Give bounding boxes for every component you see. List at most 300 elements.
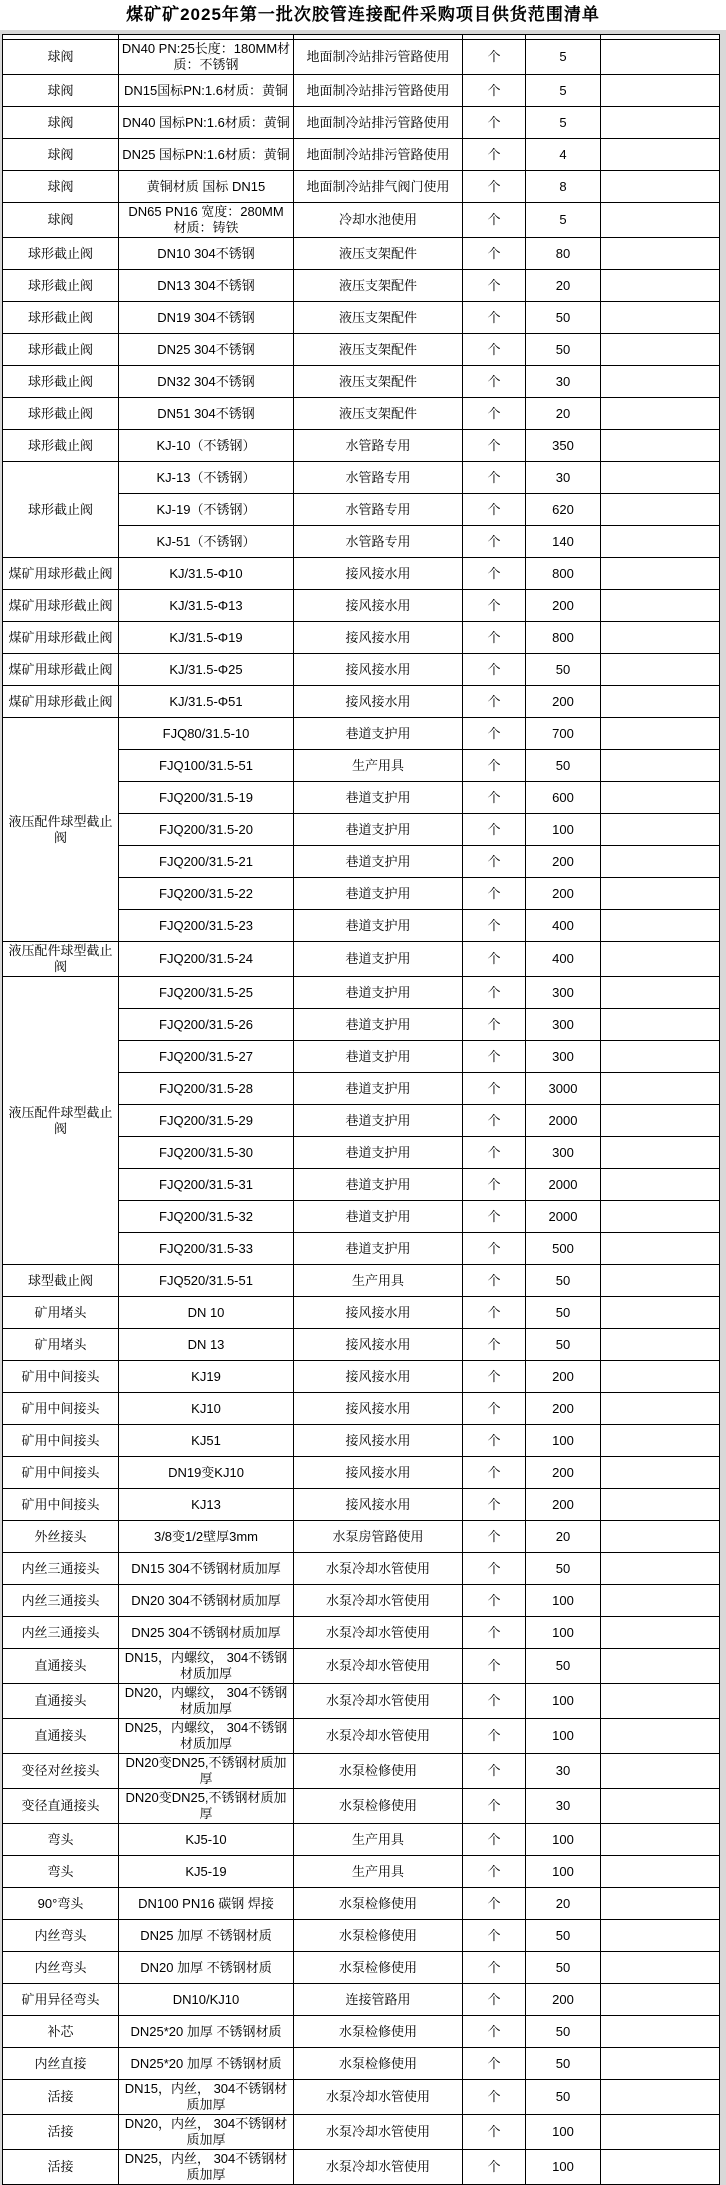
qty-cell: 4 <box>526 139 601 171</box>
spec-cell: DN15国标PN:1.6材质：黄铜 <box>119 75 294 107</box>
spec-cell: FJQ200/31.5-19 <box>119 782 294 814</box>
item-name-cell: 补芯 <box>3 2016 119 2048</box>
item-name-cell: 液压配件球型截止阀 <box>3 718 119 942</box>
qty-cell: 100 <box>526 2115 601 2150</box>
supply-table-body <box>3 35 720 2185</box>
qty-cell: 2000 <box>526 1105 601 1137</box>
table-row <box>3 977 720 1009</box>
unit-cell: 个 <box>463 1425 526 1457</box>
unit-cell: 个 <box>463 686 526 718</box>
use-cell: 巷道支护用 <box>294 1169 463 1201</box>
table-row <box>3 398 720 430</box>
item-name-cell: 内丝三通接头 <box>3 1585 119 1617</box>
table-row <box>3 1888 720 1920</box>
spec-cell: DN25 国标PN:1.6材质：黄铜 <box>119 139 294 171</box>
table-row <box>3 1329 720 1361</box>
use-cell: 巷道支护用 <box>294 1201 463 1233</box>
spec-cell: FJQ200/31.5-27 <box>119 1041 294 1073</box>
supply-table <box>2 34 720 2185</box>
remark-cell <box>601 590 720 622</box>
table-row <box>3 1920 720 1952</box>
table-row <box>3 462 720 494</box>
table-row <box>3 366 720 398</box>
remark-cell <box>601 1489 720 1521</box>
spec-cell: KJ-19（不锈钢） <box>119 494 294 526</box>
use-cell: 水泵冷却水管使用 <box>294 2150 463 2185</box>
spec-cell: DN19 304不锈钢 <box>119 302 294 334</box>
unit-cell: 个 <box>463 1684 526 1719</box>
table-row <box>3 2016 720 2048</box>
qty-cell: 800 <box>526 558 601 590</box>
remark-cell <box>601 2048 720 2080</box>
item-name-cell: 活接 <box>3 2115 119 2150</box>
remark-cell <box>601 139 720 171</box>
use-cell: 水泵冷却水管使用 <box>294 1617 463 1649</box>
qty-cell: 200 <box>526 1457 601 1489</box>
qty-cell: 50 <box>526 2048 601 2080</box>
item-name-cell: 90°弯头 <box>3 1888 119 1920</box>
spec-cell: KJ/31.5-Φ10 <box>119 558 294 590</box>
remark-cell <box>601 1952 720 1984</box>
table-row <box>3 1984 720 2016</box>
qty-cell: 200 <box>526 878 601 910</box>
item-name-cell: 内丝直接 <box>3 2048 119 2080</box>
use-cell: 巷道支护用 <box>294 1105 463 1137</box>
remark-cell <box>601 2150 720 2185</box>
use-cell: 生产用具 <box>294 1856 463 1888</box>
table-row <box>3 107 720 139</box>
unit-cell: 个 <box>463 846 526 878</box>
remark-cell <box>601 1888 720 1920</box>
spec-cell: DN15，内丝， 304不锈钢材质加厚 <box>119 2080 294 2115</box>
use-cell: 水管路专用 <box>294 526 463 558</box>
unit-cell: 个 <box>463 2048 526 2080</box>
table-row <box>3 1521 720 1553</box>
qty-cell: 100 <box>526 1856 601 1888</box>
qty-cell: 300 <box>526 977 601 1009</box>
qty-cell: 140 <box>526 526 601 558</box>
use-cell: 接风接水用 <box>294 1361 463 1393</box>
use-cell: 接风接水用 <box>294 622 463 654</box>
unit-cell: 个 <box>463 494 526 526</box>
table-row <box>3 942 720 977</box>
remark-cell <box>601 622 720 654</box>
item-name-cell: 球形截止阀 <box>3 238 119 270</box>
qty-cell: 200 <box>526 1361 601 1393</box>
qty-cell: 100 <box>526 814 601 846</box>
item-name-cell: 矿用中间接头 <box>3 1361 119 1393</box>
item-name-cell: 矿用堵头 <box>3 1329 119 1361</box>
spec-cell: KJ5-19 <box>119 1856 294 1888</box>
remark-cell <box>601 1009 720 1041</box>
use-cell: 水管路专用 <box>294 430 463 462</box>
unit-cell: 个 <box>463 750 526 782</box>
table-row <box>3 1789 720 1824</box>
use-cell: 水泵检修使用 <box>294 2016 463 2048</box>
qty-cell: 200 <box>526 1489 601 1521</box>
table-frame <box>0 30 726 2185</box>
qty-cell: 20 <box>526 1888 601 1920</box>
unit-cell: 个 <box>463 782 526 814</box>
item-name-cell: 煤矿用球形截止阀 <box>3 686 119 718</box>
spec-cell: DN25，内丝， 304不锈钢材质加厚 <box>119 2150 294 2185</box>
use-cell: 巷道支护用 <box>294 846 463 878</box>
unit-cell: 个 <box>463 1824 526 1856</box>
unit-cell: 个 <box>463 1888 526 1920</box>
spec-cell: FJQ200/31.5-28 <box>119 1073 294 1105</box>
unit-cell: 个 <box>463 1329 526 1361</box>
remark-cell <box>601 1789 720 1824</box>
use-cell: 液压支架配件 <box>294 366 463 398</box>
table-row <box>3 40 720 75</box>
use-cell: 水泵冷却水管使用 <box>294 1719 463 1754</box>
unit-cell: 个 <box>463 171 526 203</box>
item-name-cell: 球阀 <box>3 75 119 107</box>
remark-cell <box>601 1393 720 1425</box>
item-name-cell: 内丝弯头 <box>3 1920 119 1952</box>
spec-cell: DN20 加厚 不锈钢材质 <box>119 1952 294 1984</box>
spec-cell: KJ/31.5-Φ25 <box>119 654 294 686</box>
remark-cell <box>601 1521 720 1553</box>
qty-cell: 20 <box>526 1521 601 1553</box>
remark-cell <box>601 1169 720 1201</box>
use-cell: 液压支架配件 <box>294 302 463 334</box>
qty-cell: 200 <box>526 1393 601 1425</box>
item-name-cell: 变径直通接头 <box>3 1789 119 1824</box>
qty-cell: 50 <box>526 1329 601 1361</box>
remark-cell <box>601 302 720 334</box>
use-cell: 接风接水用 <box>294 686 463 718</box>
table-row <box>3 686 720 718</box>
qty-cell: 50 <box>526 1553 601 1585</box>
remark-cell <box>601 750 720 782</box>
item-name-cell: 矿用中间接头 <box>3 1425 119 1457</box>
spec-cell: DN19变KJ10 <box>119 1457 294 1489</box>
remark-cell <box>601 238 720 270</box>
unit-cell: 个 <box>463 1754 526 1789</box>
use-cell: 水泵房管路使用 <box>294 1521 463 1553</box>
table-row <box>3 590 720 622</box>
qty-cell: 50 <box>526 654 601 686</box>
remark-cell <box>601 2080 720 2115</box>
use-cell: 水泵冷却水管使用 <box>294 1649 463 1684</box>
spec-cell: DN20，内螺纹， 304不锈钢材质加厚 <box>119 1684 294 1719</box>
remark-cell <box>601 1137 720 1169</box>
remark-cell <box>601 1754 720 1789</box>
unit-cell: 个 <box>463 366 526 398</box>
use-cell: 水泵冷却水管使用 <box>294 2115 463 2150</box>
remark-cell <box>601 1856 720 1888</box>
remark-cell <box>601 462 720 494</box>
use-cell: 液压支架配件 <box>294 398 463 430</box>
qty-cell: 50 <box>526 2016 601 2048</box>
table-row <box>3 1754 720 1789</box>
item-name-cell: 球形截止阀 <box>3 398 119 430</box>
unit-cell: 个 <box>463 1169 526 1201</box>
use-cell: 地面制冷站排气阀门使用 <box>294 171 463 203</box>
spec-cell: FJQ520/31.5-51 <box>119 1265 294 1297</box>
item-name-cell: 矿用中间接头 <box>3 1489 119 1521</box>
use-cell: 接风接水用 <box>294 590 463 622</box>
item-name-cell: 球型截止阀 <box>3 1265 119 1297</box>
spec-cell: DN15，内螺纹， 304不锈钢材质加厚 <box>119 1649 294 1684</box>
unit-cell: 个 <box>463 654 526 686</box>
qty-cell: 620 <box>526 494 601 526</box>
spec-cell: FJQ200/31.5-26 <box>119 1009 294 1041</box>
qty-cell: 30 <box>526 1789 601 1824</box>
table-row <box>3 1585 720 1617</box>
qty-cell: 5 <box>526 75 601 107</box>
use-cell: 巷道支护用 <box>294 910 463 942</box>
item-name-cell: 外丝接头 <box>3 1521 119 1553</box>
qty-cell: 350 <box>526 430 601 462</box>
qty-cell: 50 <box>526 1297 601 1329</box>
unit-cell: 个 <box>463 1649 526 1684</box>
spec-cell: FJQ200/31.5-22 <box>119 878 294 910</box>
remark-cell <box>601 171 720 203</box>
item-name-cell: 球阀 <box>3 40 119 75</box>
use-cell: 水泵检修使用 <box>294 1952 463 1984</box>
use-cell: 水泵检修使用 <box>294 2048 463 2080</box>
unit-cell: 个 <box>463 1105 526 1137</box>
item-name-cell: 内丝三通接头 <box>3 1553 119 1585</box>
spec-cell: DN25 304不锈钢材质加厚 <box>119 1617 294 1649</box>
remark-cell <box>601 1329 720 1361</box>
table-row <box>3 558 720 590</box>
use-cell: 水泵冷却水管使用 <box>294 1553 463 1585</box>
unit-cell: 个 <box>463 1984 526 2016</box>
use-cell: 水管路专用 <box>294 494 463 526</box>
use-cell: 地面制冷站排污管路使用 <box>294 107 463 139</box>
use-cell: 巷道支护用 <box>294 977 463 1009</box>
item-name-cell: 内丝弯头 <box>3 1952 119 1984</box>
use-cell: 水泵检修使用 <box>294 1789 463 1824</box>
table-row <box>3 203 720 238</box>
remark-cell <box>601 1457 720 1489</box>
item-name-cell: 球阀 <box>3 107 119 139</box>
remark-cell <box>601 40 720 75</box>
spec-cell: KJ10 <box>119 1393 294 1425</box>
spec-cell: KJ51 <box>119 1425 294 1457</box>
table-row <box>3 1457 720 1489</box>
remark-cell <box>601 526 720 558</box>
qty-cell: 50 <box>526 1920 601 1952</box>
qty-cell: 800 <box>526 622 601 654</box>
table-row <box>3 2080 720 2115</box>
remark-cell <box>601 430 720 462</box>
use-cell: 冷却水池使用 <box>294 203 463 238</box>
table-row <box>3 302 720 334</box>
unit-cell: 个 <box>463 1457 526 1489</box>
use-cell: 生产用具 <box>294 750 463 782</box>
spec-cell: DN65 PN16 宽度：280MM 材质：铸铁 <box>119 203 294 238</box>
remark-cell <box>601 1617 720 1649</box>
use-cell: 巷道支护用 <box>294 1041 463 1073</box>
item-name-cell: 直通接头 <box>3 1649 119 1684</box>
unit-cell: 个 <box>463 1789 526 1824</box>
remark-cell <box>601 1824 720 1856</box>
unit-cell: 个 <box>463 558 526 590</box>
qty-cell: 100 <box>526 1719 601 1754</box>
qty-cell: 5 <box>526 107 601 139</box>
table-row <box>3 1856 720 1888</box>
unit-cell: 个 <box>463 1041 526 1073</box>
qty-cell: 200 <box>526 590 601 622</box>
item-name-cell: 矿用中间接头 <box>3 1393 119 1425</box>
item-name-cell: 煤矿用球形截止阀 <box>3 654 119 686</box>
use-cell: 接风接水用 <box>294 558 463 590</box>
unit-cell: 个 <box>463 526 526 558</box>
spec-cell: DN25 304不锈钢 <box>119 334 294 366</box>
remark-cell <box>601 1105 720 1137</box>
item-name-cell: 变径对丝接头 <box>3 1754 119 1789</box>
spec-cell: FJQ200/31.5-20 <box>119 814 294 846</box>
qty-cell: 50 <box>526 334 601 366</box>
unit-cell: 个 <box>463 2115 526 2150</box>
remark-cell <box>601 1425 720 1457</box>
unit-cell: 个 <box>463 430 526 462</box>
qty-cell: 500 <box>526 1233 601 1265</box>
unit-cell: 个 <box>463 334 526 366</box>
spec-cell: KJ13 <box>119 1489 294 1521</box>
table-row <box>3 1824 720 1856</box>
spec-cell: DN20 304不锈钢材质加厚 <box>119 1585 294 1617</box>
qty-cell: 5 <box>526 203 601 238</box>
remark-cell <box>601 686 720 718</box>
unit-cell: 个 <box>463 1952 526 1984</box>
spec-cell: FJQ200/31.5-24 <box>119 942 294 977</box>
table-row <box>3 1265 720 1297</box>
qty-cell: 20 <box>526 270 601 302</box>
spec-cell: DN15 304不锈钢材质加厚 <box>119 1553 294 1585</box>
use-cell: 连接管路用 <box>294 1984 463 2016</box>
item-name-cell: 活接 <box>3 2150 119 2185</box>
item-name-cell: 球形截止阀 <box>3 334 119 366</box>
table-row <box>3 2150 720 2185</box>
spec-cell: DN13 304不锈钢 <box>119 270 294 302</box>
unit-cell: 个 <box>463 1265 526 1297</box>
qty-cell: 100 <box>526 2150 601 2185</box>
table-row <box>3 1617 720 1649</box>
spec-cell: KJ-10（不锈钢） <box>119 430 294 462</box>
unit-cell: 个 <box>463 1521 526 1553</box>
remark-cell <box>601 1361 720 1393</box>
qty-cell: 100 <box>526 1684 601 1719</box>
table-row <box>3 622 720 654</box>
qty-cell: 50 <box>526 750 601 782</box>
remark-cell <box>601 1233 720 1265</box>
table-row <box>3 1361 720 1393</box>
unit-cell: 个 <box>463 1233 526 1265</box>
table-row <box>3 1553 720 1585</box>
unit-cell: 个 <box>463 977 526 1009</box>
unit-cell: 个 <box>463 238 526 270</box>
spec-cell: DN100 PN16 碳钢 焊接 <box>119 1888 294 1920</box>
remark-cell <box>601 1201 720 1233</box>
table-row <box>3 334 720 366</box>
remark-cell <box>601 75 720 107</box>
use-cell: 接风接水用 <box>294 1457 463 1489</box>
table-row <box>3 2048 720 2080</box>
item-name-cell: 球形截止阀 <box>3 302 119 334</box>
item-name-cell: 球形截止阀 <box>3 366 119 398</box>
spec-cell: FJQ200/31.5-32 <box>119 1201 294 1233</box>
use-cell: 水泵检修使用 <box>294 1888 463 1920</box>
qty-cell: 300 <box>526 1009 601 1041</box>
use-cell: 水泵冷却水管使用 <box>294 1585 463 1617</box>
table-row <box>3 171 720 203</box>
unit-cell: 个 <box>463 2150 526 2185</box>
unit-cell: 个 <box>463 1009 526 1041</box>
remark-cell <box>601 654 720 686</box>
remark-cell <box>601 1041 720 1073</box>
table-row <box>3 654 720 686</box>
unit-cell: 个 <box>463 1719 526 1754</box>
qty-cell: 50 <box>526 1649 601 1684</box>
qty-cell: 20 <box>526 398 601 430</box>
item-name-cell: 直通接头 <box>3 1719 119 1754</box>
item-name-cell: 煤矿用球形截止阀 <box>3 558 119 590</box>
remark-cell <box>601 910 720 942</box>
unit-cell: 个 <box>463 622 526 654</box>
qty-cell: 300 <box>526 1137 601 1169</box>
use-cell: 水管路专用 <box>294 462 463 494</box>
spec-cell: FJQ200/31.5-25 <box>119 977 294 1009</box>
unit-cell: 个 <box>463 40 526 75</box>
unit-cell: 个 <box>463 1617 526 1649</box>
qty-cell: 50 <box>526 1265 601 1297</box>
remark-cell <box>601 1585 720 1617</box>
use-cell: 巷道支护用 <box>294 878 463 910</box>
remark-cell <box>601 1649 720 1684</box>
use-cell: 生产用具 <box>294 1265 463 1297</box>
qty-cell: 100 <box>526 1585 601 1617</box>
qty-cell: 200 <box>526 1984 601 2016</box>
remark-cell <box>601 270 720 302</box>
spec-cell: DN10/KJ10 <box>119 1984 294 2016</box>
spec-cell: DN40 PN:25长度：180MM材质：不锈钢 <box>119 40 294 75</box>
remark-cell <box>601 1297 720 1329</box>
remark-cell <box>601 107 720 139</box>
qty-cell: 30 <box>526 366 601 398</box>
use-cell: 接风接水用 <box>294 1393 463 1425</box>
unit-cell: 个 <box>463 203 526 238</box>
spec-cell: DN25*20 加厚 不锈钢材质 <box>119 2048 294 2080</box>
unit-cell: 个 <box>463 1393 526 1425</box>
use-cell: 巷道支护用 <box>294 1233 463 1265</box>
qty-cell: 600 <box>526 782 601 814</box>
item-name-cell: 煤矿用球形截止阀 <box>3 622 119 654</box>
qty-cell: 400 <box>526 910 601 942</box>
spec-cell: DN25*20 加厚 不锈钢材质 <box>119 2016 294 2048</box>
unit-cell: 个 <box>463 398 526 430</box>
remark-cell <box>601 398 720 430</box>
remark-cell <box>601 942 720 977</box>
spec-cell: DN20，内丝， 304不锈钢材质加厚 <box>119 2115 294 2150</box>
qty-cell: 2000 <box>526 1201 601 1233</box>
remark-cell <box>601 814 720 846</box>
remark-cell <box>601 1684 720 1719</box>
item-name-cell: 液压配件球型截止阀 <box>3 942 119 977</box>
qty-cell: 100 <box>526 1824 601 1856</box>
item-name-cell: 球形截止阀 <box>3 270 119 302</box>
spec-cell: FJQ200/31.5-31 <box>119 1169 294 1201</box>
table-row <box>3 1489 720 1521</box>
unit-cell: 个 <box>463 1489 526 1521</box>
spec-cell: DN40 国标PN:1.6材质：黄铜 <box>119 107 294 139</box>
remark-cell <box>601 718 720 750</box>
table-row <box>3 1952 720 1984</box>
